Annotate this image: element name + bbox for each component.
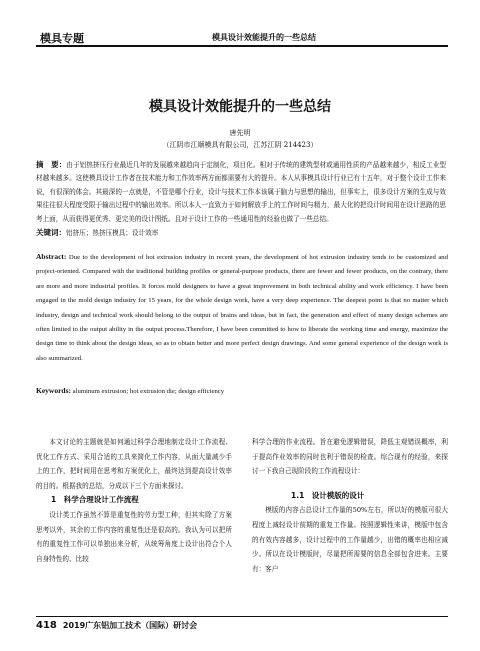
header-section-label: 模具专题 bbox=[40, 32, 84, 45]
section-1-1-paragraph: 模版的内容占总设计工作量的50%左右，所以好的模版可很大程度上减轻设计前期的重复工作量。按照逻辑性来讲，模版中包含的有效内容越多，设计过程中的工作量越少，出错的概率也相应减少。所以在设计模版时，尽量把所需要的信息全部包含进来。主要有：客户 bbox=[252, 506, 448, 573]
keywords-cn-label: 关键词： bbox=[36, 228, 66, 237]
header-running-title: 模具设计效能提升的一些总结 bbox=[212, 33, 316, 42]
keywords-en-text: aluminum extrusion; hot extrusion die; design efficiency bbox=[72, 388, 225, 395]
body-column-right bbox=[252, 435, 448, 576]
section-1-heading: 1 科学合理设计工作流程 bbox=[51, 495, 139, 505]
keywords-cn bbox=[36, 227, 446, 239]
page-number: 418 bbox=[36, 620, 57, 631]
abstract-cn bbox=[36, 158, 446, 226]
article-author: 唐先明 bbox=[229, 129, 251, 137]
abstract-cn-text: 由于铝热挤压行业最近几年的发展越来越趋向于定制化，项目化。相对于传统的建筑型材或通用性质的产品越来越少，相反工业型材越来越多。这使模具设计工作者在技术能力和工作效率两方面都需要有大的提升。本人从事模具设计行业已有十五年，对于整个设计工作来说，有很深的体会。其最深的一点就是，不管是哪个行业，设计与技术工作本该属于脑力与思想的输出，但事实上，很多设计方案的生成与效果往往很大程度受限于输出过程中的输出效率。所以本人一直致力于如何解放手上的工作时间与精力，最大化的把设计时间用在设计思路的思考上面，从而获得更优秀、更完美的设计图纸。且对于设计工作的一些通用性的经验也做了一些总结。 bbox=[36, 161, 447, 223]
section-1-paragraph: 设计类工作虽然不算是重复性的劳力型工种，但其实除了方案思考以外，其余的工作内容的重复性还是很高的。我认为可以把所有的重复性工作可以单独出来分析，从统筹角度上设计出符合个人自身特性的、比较 bbox=[36, 510, 232, 563]
abstract-en bbox=[36, 250, 448, 366]
body-column-left bbox=[36, 435, 232, 566]
header-rule bbox=[36, 45, 448, 47]
footer-rule bbox=[36, 616, 448, 617]
section-1-1-heading: 1.1 设计模版的设计 bbox=[291, 490, 365, 500]
journal-name: 2019广东铝加工技术（国际）研讨会 bbox=[62, 621, 198, 630]
article-affiliation: （江阴市江顺模具有限公司，江苏江阴 214423） bbox=[162, 141, 318, 149]
abstract-en-text: Due to the development of hot extrusion industry in recent years, the development of hot extrusion industry tends to be customized and project-oriented. Compared with the traditional building profiles or general-purpose products, there are fewer and fewer products, on the contrary, there are more and more industrial profiles. It forces mold designers to have a great improvement in both technical ability and work efficiency. I have been engaged in the mold design industry for 15 years, for the whole design work, have a very deep experience. The deepest point is that no matter which industry, design and technical work should belong to the output of brains and ideas, but in fact, the generation and effect of many design schemes are often limited to the output ability in the output process.Therefore, I have been committed to how to liberate the working time and energy, maximize the design time to think about the design ideas, so as to obtain better and more perfect design drawings. And some general experience of the design work is also summarized. bbox=[36, 254, 448, 362]
page-header bbox=[0, 0, 480, 52]
abstract-en-label: Abstract: bbox=[36, 252, 67, 261]
abstract-cn-label: 摘 要： bbox=[36, 160, 67, 169]
keywords-en bbox=[36, 385, 448, 398]
page-footer bbox=[36, 620, 197, 631]
intro-paragraph: 本文讨论的主题就是如何通过科学合理地制定设计工作流程、优化工作方式、采用合适的工具来简化工作内容，从面大量减少手上的工作，把时间用在思考和方案优化上，最终达到提高设计效率的目的。根据我的总结，分成以下三个方面来探讨。 bbox=[36, 438, 232, 490]
keywords-en-label: Keywords: bbox=[36, 386, 71, 395]
continued-paragraph: 科学合理的作业流程。旨在避免逻辑错误，降低主观错误概率，利于提高作业效率的同时也利于错误的检查。综合现有的经验，来探讨一下我自己现阶段的工作流程设计： bbox=[252, 438, 448, 476]
keywords-cn-text: 铝挤压；热挤压模具；设计效率 bbox=[66, 229, 159, 237]
article-title: 模具设计效能提升的一些总结 bbox=[149, 99, 331, 115]
